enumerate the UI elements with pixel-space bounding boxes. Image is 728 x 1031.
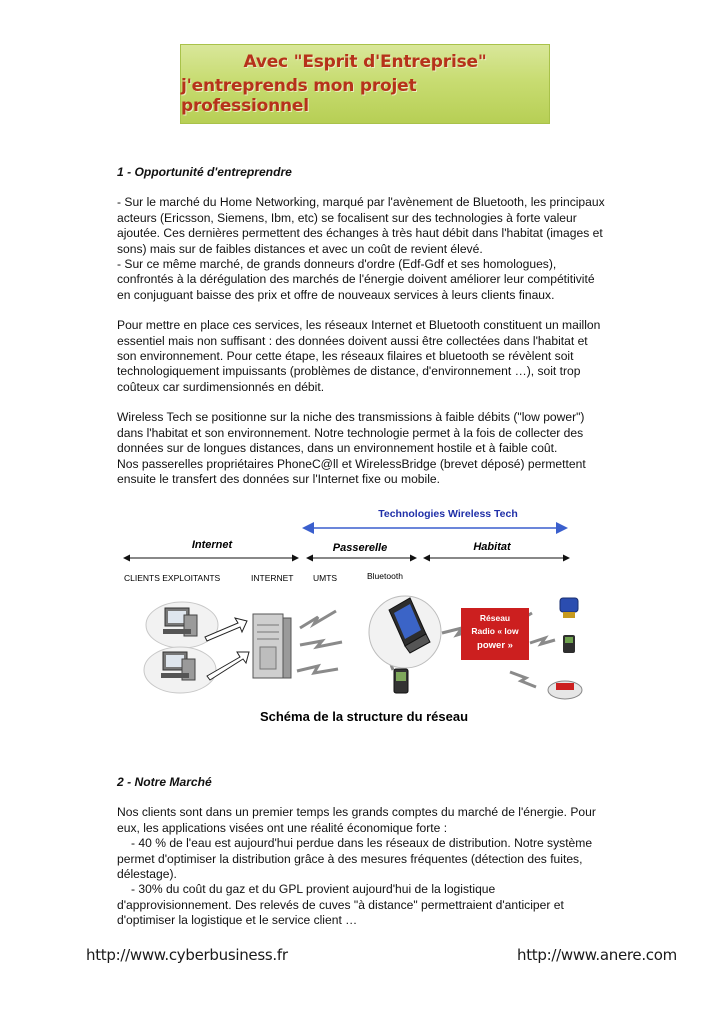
wireless-link-icon [297,666,338,673]
section-1-paragraph-1 [117,195,617,303]
text-line: - 40 % de l'eau est aujourd'hui perdue dans les réseaux de distribution. Notre système [131,836,593,851]
server-icon [253,614,291,678]
gas-meter-icon [548,681,582,699]
clients-label: CLIENTS EXPLOITANTS [124,573,221,583]
text-line: d'approvisionnement. Des relevés de cuves "à distance" permettraient d'anticiper et [117,897,564,912]
text-line: en conjuguant baisse des prix et offre de nouveaux services à leurs clients finaux. [117,287,555,302]
mobile-device-icon [394,669,408,693]
text-line: - Sur le marché du Home Networking, marqué par l'avènement de Bluetooth, les principaux [117,195,605,210]
banner-logo [180,44,550,124]
gateway-icon [369,596,441,668]
text-line: délestage). [117,867,177,882]
section-marche [117,775,617,944]
text-line: coûteux car surdimensionnés en débit. [117,379,325,394]
footer-link-left[interactable]: http://www.cyberbusiness.fr [86,946,288,964]
section-2-heading: 2 - Notre Marché [117,775,212,789]
text-line: essentiel mais non suffisant : des données doivent aussi être collectées dans l'habitat et [117,333,588,348]
section-1-heading: 1 - Opportunité d'entreprendre [117,165,292,179]
wireless-link-icon [300,641,342,647]
footer-link-right[interactable]: http://www.anere.com [517,946,677,964]
bluetooth-label: Bluetooth [367,571,403,581]
radio-network-line-2: Radio « low [471,626,519,636]
text-line: dans l'habitat et son environnement. Notre technologie permet à la fois de collecter des [117,425,584,440]
banner-line-2: j'entreprends mon projet professionnel [181,76,417,116]
wireless-link-icon [300,611,336,628]
network-diagram [0,495,728,740]
section-1-paragraph-2 [117,318,617,395]
text-line: permet d'optimiser la distribution grâce à des mesures fréquentes (détection des fuites, [117,851,583,866]
text-line: technologiquement impuissants (problèmes de distance, d'environnement …), soit trop [117,364,581,379]
habitat-label: Habitat [473,541,511,553]
section-2-paragraph [117,805,617,928]
handheld-terminal-icon [563,635,575,653]
text-line: - Sur ce même marché, de grands donneurs d'ordre (Edf-Gdf et ses homologues), [117,257,557,272]
text-line: sons) mais sur de faibles distances et avec un coût de revient élevé. [117,241,483,256]
wireless-link-icon [510,672,536,687]
text-line: acteurs (Ericsson, Siemens, Ibm, etc) se focalisent sur des technologies à forte valeur [117,210,577,225]
text-line: ajoutée. Ces dernières permettent des échanges à très haut débit dans l'habitat (images et [117,226,603,241]
text-line: confrontés à la dérégulation des marchés de l'énergie doivent améliorer leur compétitivité [117,272,595,287]
text-line: - 30% du coût du gaz et du GPL provient aujourd'hui de la logistique [131,882,496,897]
meter-icon [560,598,578,618]
banner-line-1: Avec "Esprit d'Entreprise" [243,52,487,72]
internet-label: Internet [191,539,233,551]
text-line: son environnement. Pour cette étape, les réseaux filaires et bluetooth se révèlent soit [117,349,574,364]
text-line: Pour mettre en place ces services, les réseaux Internet et Bluetooth constituent un maillon [117,318,601,333]
text-line: ensuite le transfert des données sur l'Internet fixe ou mobile. [117,471,440,486]
text-line: données sur de longues distances, dans un environnement hostile et à faible coût. [117,441,558,456]
wireless-link-icon [530,638,555,644]
internet-caps-label: INTERNET [251,573,294,583]
text-line: Nos passerelles propriétaires PhoneC@ll et WirelessBridge (brevet déposé) permettent [117,456,586,471]
passerelle-label: Passerelle [332,542,388,554]
umts-label: UMTS [313,573,338,583]
radio-network-line-3: power » [477,640,513,651]
computer-icon [144,647,216,693]
section-opportunite [117,165,617,502]
section-1-paragraph-3 [117,410,617,487]
text-line: eux, les applications visées ont une réalité économique forte : [117,820,448,835]
text-line: d'optimiser la logistique et le service client … [117,913,358,928]
tech-label: Technologies Wireless Tech [378,508,518,520]
text-line: Wireless Tech se positionne sur la niche des transmissions à faible débits ("low power") [117,410,585,425]
radio-network-box [461,608,529,660]
diagram-caption: Schéma de la structure du réseau [259,709,469,724]
radio-network-line-1: Réseau [479,613,511,623]
text-line: Nos clients sont dans un premier temps les grands comptes du marché de l'énergie. Pour [117,805,596,820]
